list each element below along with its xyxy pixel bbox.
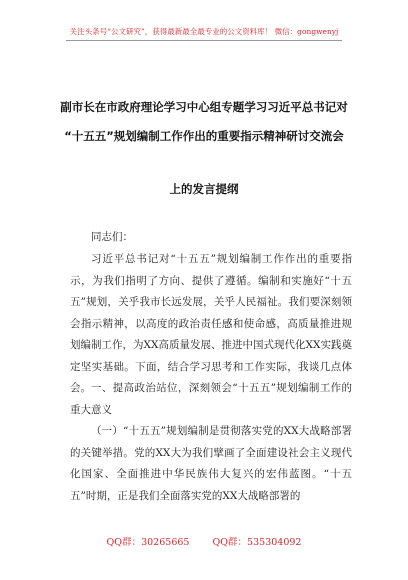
- paragraph-point-one-text: （一）“十五五”规划编制是贯彻落实党的XX大战略部署的关键举措。党的XX大为我们擘画了全面建设社会主义现代化国家、全面推进中华民族伟大复兴的宏伟蓝图。“十五五”时期，正是我们全面落实党的XX大战略部署的: [70, 425, 352, 502]
- footer-qq-group-1: QQ群：30265665: [106, 537, 190, 548]
- paragraph-point-one: [70, 421, 352, 507]
- salutation-text: 同志们：: [91, 231, 133, 243]
- document-title-line-2: “十五五”规划编制工作作出的重要指示精神研讨交流会: [64, 129, 344, 143]
- header-banner: 关注头条号“公文研究”，获得最新最全最专业的公文资料库！ 微信：gongwenyj: [69, 27, 339, 36]
- section-heading-one-text: 一、提高政治站位，深刻领会“十五五”规划编制工作的重大意义: [70, 382, 352, 416]
- header-divider: [66, 40, 342, 41]
- paragraph-intro-text: 习近平总书记对“十五五”规划编制工作作出的重要指示，为我们指明了方向、提供了遵循。编制和实施好“十五五”规划，关乎我市长远发展，关乎人民福祉。我们要深刻领会指示精神，以高度的政治责任感和使命感，高质量推进规划编制工作，为XX高质量发展、推进中国式现代化XX实践奠定坚实基础。下面，结合学习思考和工作实际，我谈几点体会。: [70, 253, 352, 394]
- paragraph-intro: [70, 249, 352, 400]
- salutation: [70, 227, 352, 249]
- footer-contacts: [0, 534, 408, 548]
- document-title-line-1: 副市长在市政府理论学习中心组专题学习习近平总书记对: [60, 100, 348, 114]
- document-title-line-3: 上的发言提纲: [169, 182, 239, 196]
- section-heading-one: [70, 378, 352, 421]
- footer-qq-group-2: QQ群：535304092: [212, 537, 302, 548]
